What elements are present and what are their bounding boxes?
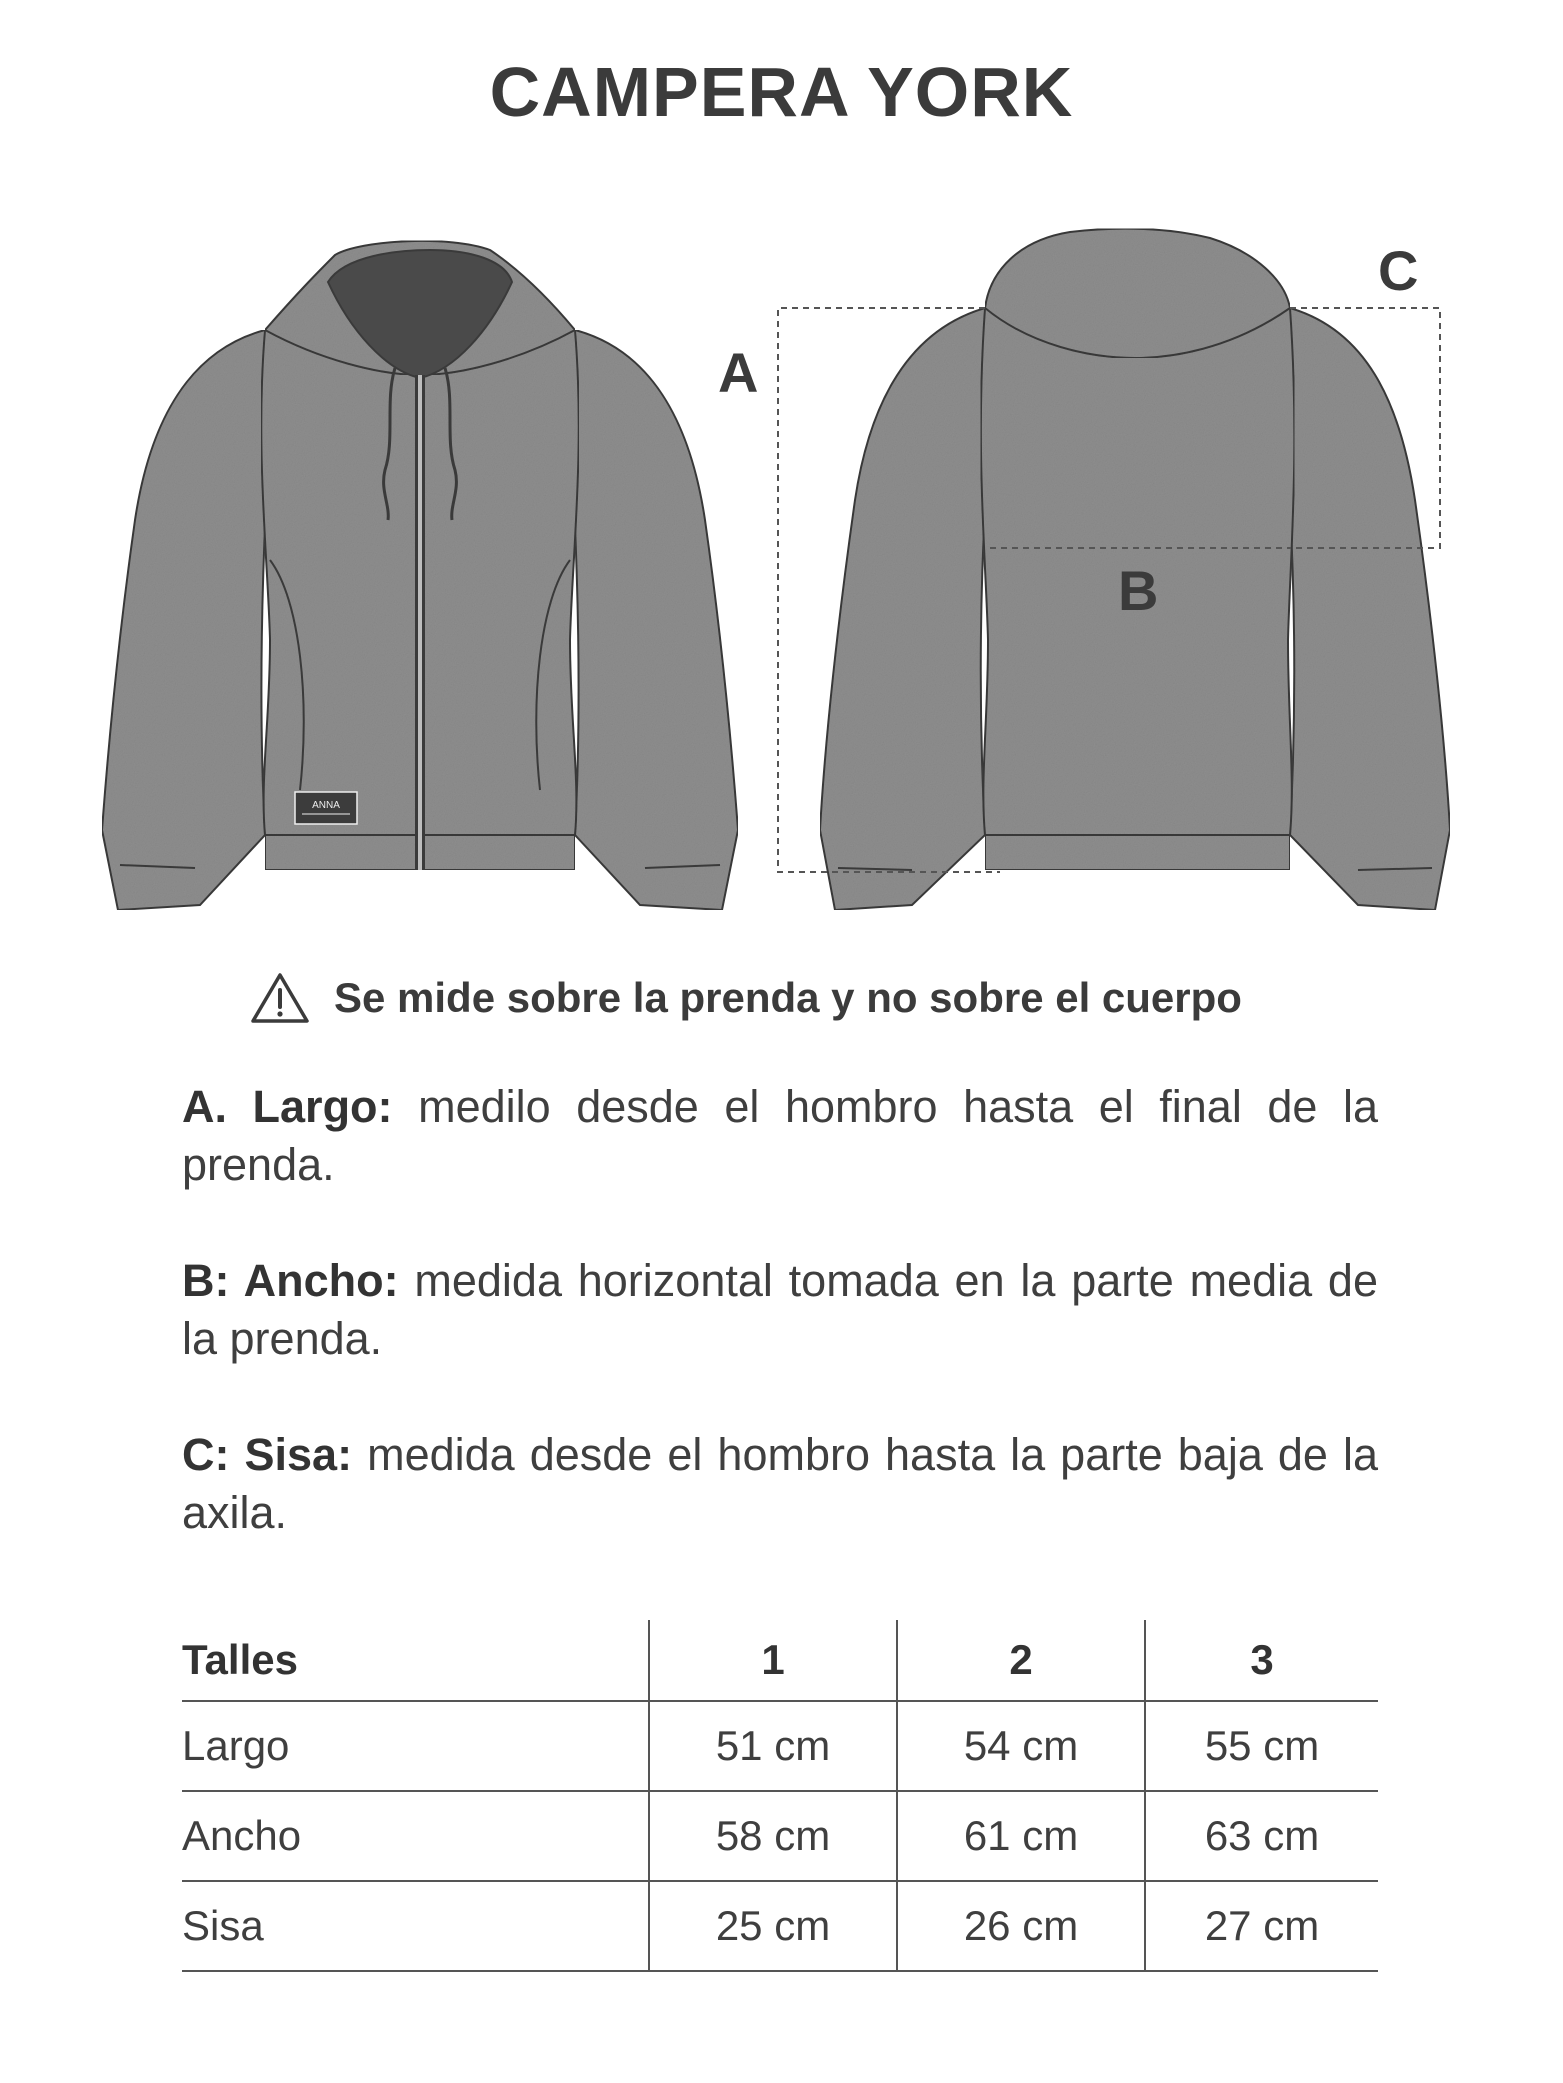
table-cell: Sisa	[182, 1881, 649, 1971]
size-table	[182, 1620, 1378, 1972]
table-cell: 58 cm	[649, 1791, 897, 1881]
label-b: B	[1118, 559, 1159, 622]
definition-c	[182, 1426, 1378, 1542]
table-cell: 25 cm	[649, 1881, 897, 1971]
back-left-sleeve	[820, 308, 990, 910]
page-title: CAMPERA YORK	[489, 53, 1074, 131]
front-left-sleeve	[102, 330, 270, 910]
front-right-sleeve	[570, 330, 738, 910]
table-cell: Ancho	[182, 1791, 649, 1881]
label-c: C	[1378, 239, 1419, 302]
table-row	[182, 1881, 1378, 1971]
definition-text: medida horizontal tomada en la parte media de la prenda.	[182, 1255, 1378, 1364]
table-cell: Largo	[182, 1701, 649, 1791]
definition-term: B: Ancho:	[182, 1255, 399, 1306]
table-cell: 55 cm	[1145, 1701, 1378, 1791]
label-a: A	[718, 341, 759, 404]
table-cell: 27 cm	[1145, 1881, 1378, 1971]
definition-term: C: Sisa:	[182, 1429, 353, 1480]
warning-text: Se mide sobre la prenda y no sobre el cuerpo	[334, 974, 1242, 1021]
back-right-sleeve	[1285, 308, 1450, 910]
table-cell: 54 cm	[897, 1701, 1145, 1791]
header-cell: Talles	[182, 1620, 649, 1701]
table-cell: 61 cm	[897, 1791, 1145, 1881]
table-row	[182, 1791, 1378, 1881]
header-cell: 2	[897, 1620, 1145, 1701]
warning-triangle-icon	[250, 972, 310, 1024]
definition-b	[182, 1252, 1378, 1368]
table-cell: 26 cm	[897, 1881, 1145, 1971]
table-cell: 63 cm	[1145, 1791, 1378, 1881]
definition-text: medilo desde el hombro hasta el final de la prenda.	[182, 1081, 1378, 1190]
header-cell: 1	[649, 1620, 897, 1701]
header-cell: 3	[1145, 1620, 1378, 1701]
back-waistband	[985, 835, 1290, 870]
definitions	[182, 1078, 1378, 1600]
table-row	[182, 1701, 1378, 1791]
definition-text: medida desde el hombro hasta la parte baja de la axila.	[182, 1429, 1378, 1538]
table-header-row	[182, 1620, 1378, 1701]
brand-tag-text: ANNA	[312, 800, 340, 811]
jacket-illustration	[0, 0, 1563, 940]
definition-term: A. Largo:	[182, 1081, 393, 1132]
warning-note	[250, 968, 1242, 1028]
table-cell: 51 cm	[649, 1701, 897, 1791]
front-view	[102, 241, 738, 910]
definition-a	[182, 1078, 1378, 1194]
